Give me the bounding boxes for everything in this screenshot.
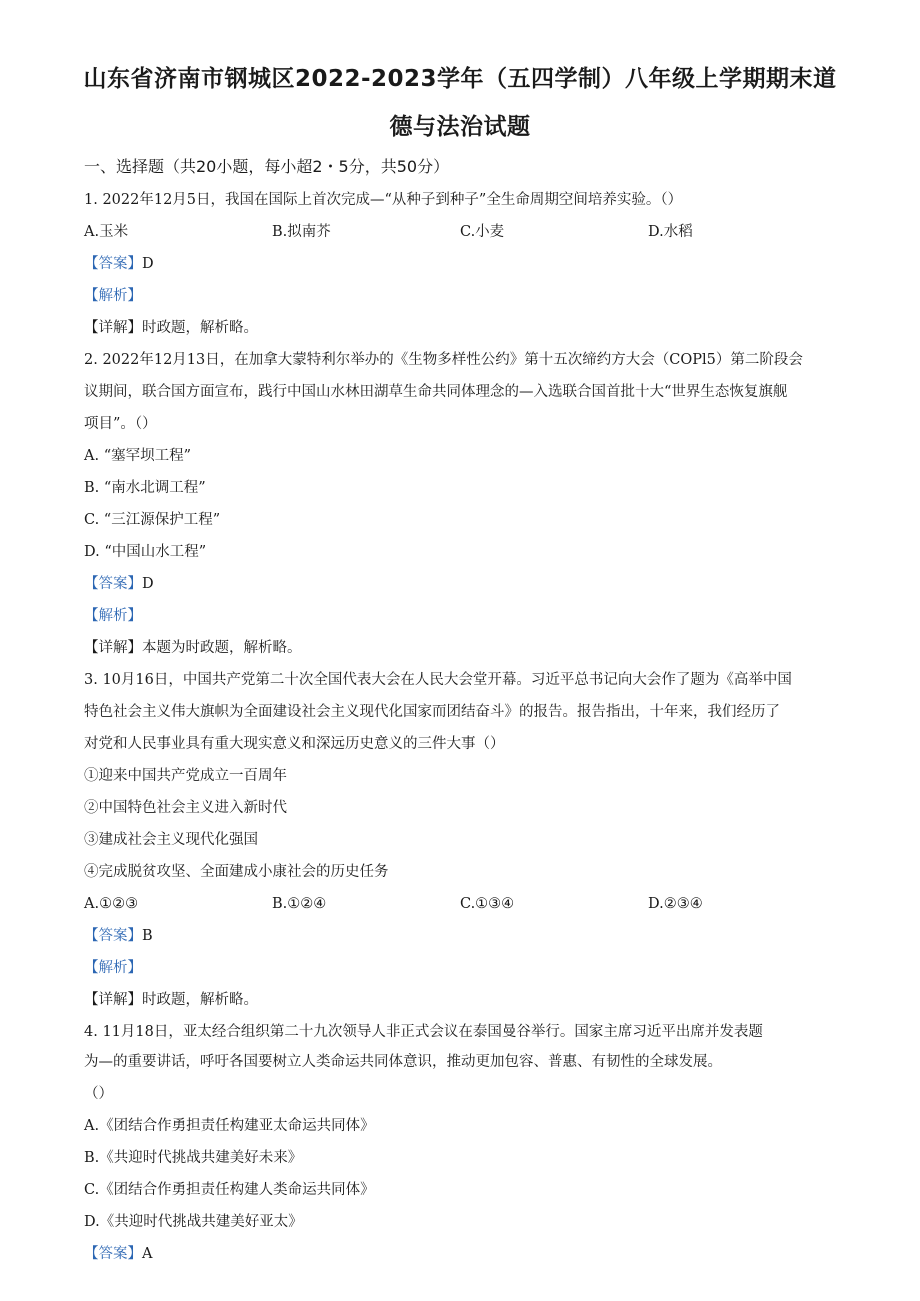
q4-option-d: D.《共迎时代挑战共建美好亚太》: [84, 1214, 303, 1230]
answer-label: 【答案】: [84, 1246, 142, 1262]
answer-label: 【答案】: [84, 928, 142, 944]
q3-detail: [84, 990, 258, 1010]
q2-stem-line1: 2. 2022年12月13日，在加拿大蒙特利尔举办的《生物多样性公约》第十五次缔约方大会（COPl5）第二阶段会: [84, 352, 803, 368]
q1-stem: 1. 2022年12月5日，我国在国际上首次完成—“从种子到种子”全生命周期空间培养实验。（）: [84, 192, 683, 208]
answer-label: 【答案】: [84, 576, 142, 592]
q1-option-c: C.小麦: [460, 224, 505, 240]
q1-answer-value: D: [142, 256, 154, 272]
q1-option-b: B.拟南芥: [272, 224, 331, 240]
q2-analysis-label: 【解析】: [84, 608, 142, 624]
q3-stem-line1: 3. 10月16日，中国共产党第二十次全国代表大会在人民大会堂开幕。习近平总书记向大会作了题为《高举中国: [84, 672, 792, 688]
section-heading: 一、选择题（共20小题，每小超2・5分，共50分）: [84, 157, 450, 176]
q4-option-a: A.《团结合作勇担责任构建亚太命运共同体》: [84, 1118, 375, 1134]
q2-detail-text: 本题为时政题，解析略。: [142, 640, 302, 656]
q1-analysis-label: 【解析】: [84, 288, 142, 304]
q2-option-c: C. “三江源保护工程”: [84, 512, 221, 528]
q1-option-d: D.水稻: [648, 224, 693, 240]
q2-option-a: A. “塞罕坝工程”: [84, 448, 192, 464]
q3-option-a: A.①②③: [84, 896, 139, 912]
q3-option-d: D.②③④: [648, 896, 703, 912]
q1-answer: [84, 254, 154, 274]
q3-analysis-label: 【解析】: [84, 960, 142, 976]
detail-label: 【详解】: [84, 992, 142, 1008]
q3-item-4: ④完成脱贫攻坚、全面建成小康社会的历史任务: [84, 864, 389, 880]
q4-stem-line2: 为—的重要讲话，呼吁各国要树立人类命运共同体意识，推动更加包容、普惠、有韧性的全球发展。: [84, 1054, 722, 1070]
q4-answer: [84, 1244, 152, 1264]
doc-title-line1: 山东省济南市钢城区2022-2023学年（五四学制）八年级上学期期末道: [83, 66, 837, 92]
q1-detail-text: 时政题，解析略。: [142, 320, 258, 336]
answer-label: 【答案】: [84, 256, 142, 272]
q3-option-c: C.①③④: [460, 896, 515, 912]
q4-stem-line3: （）: [84, 1086, 113, 1102]
q2-stem-line3: 项目”。（）: [84, 416, 157, 432]
q1-option-a: A.玉米: [84, 224, 129, 240]
detail-label: 【详解】: [84, 320, 142, 336]
q2-stem-line2: 议期间，联合国方面宣布，践行中国山水林田湖草生命共同体理念的—入选联合国首批十大“世界生态恢复旗舰: [84, 384, 788, 400]
detail-label: 【详解】: [84, 640, 142, 656]
q3-answer: [84, 926, 153, 946]
q2-detail: [84, 638, 302, 658]
q3-detail-text: 时政题，解析略。: [142, 992, 258, 1008]
q4-option-c: C.《团结合作勇担责任构建人类命运共同体》: [84, 1182, 375, 1198]
q3-stem-line3: 对党和人民事业具有重大现实意义和深远历史意义的三件大事（）: [84, 736, 505, 752]
q3-item-1: ①迎来中国共产党成立一百周年: [84, 768, 287, 784]
q4-stem-line1: 4. 11月18日，亚太经合组织第二十九次领导人非正式会议在泰国曼谷举行。国家主席习近平出席并发表题: [84, 1024, 763, 1040]
q3-answer-value: B: [142, 928, 153, 944]
q3-item-3: ③建成社会主义现代化强国: [84, 832, 258, 848]
q2-answer-value: D: [142, 576, 154, 592]
q2-option-b: B. “南水北调工程”: [84, 480, 206, 496]
q4-option-b: B.《共迎时代挑战共建美好未来》: [84, 1150, 303, 1166]
q3-stem-line2: 特色社会主义伟大旗帜为全面建设社会主义现代化国家而团结奋斗》的报告。报告指出，十年来，我们经历了: [84, 704, 780, 720]
doc-title-line2: 德与法治试题: [389, 114, 531, 140]
q2-option-d: D. “中国山水工程”: [84, 544, 207, 560]
q2-answer: [84, 574, 154, 594]
q3-option-b: B.①②④: [272, 896, 327, 912]
q1-detail: [84, 318, 258, 338]
q4-answer-value: A: [142, 1246, 153, 1262]
q3-item-2: ②中国特色社会主义进入新时代: [84, 800, 287, 816]
